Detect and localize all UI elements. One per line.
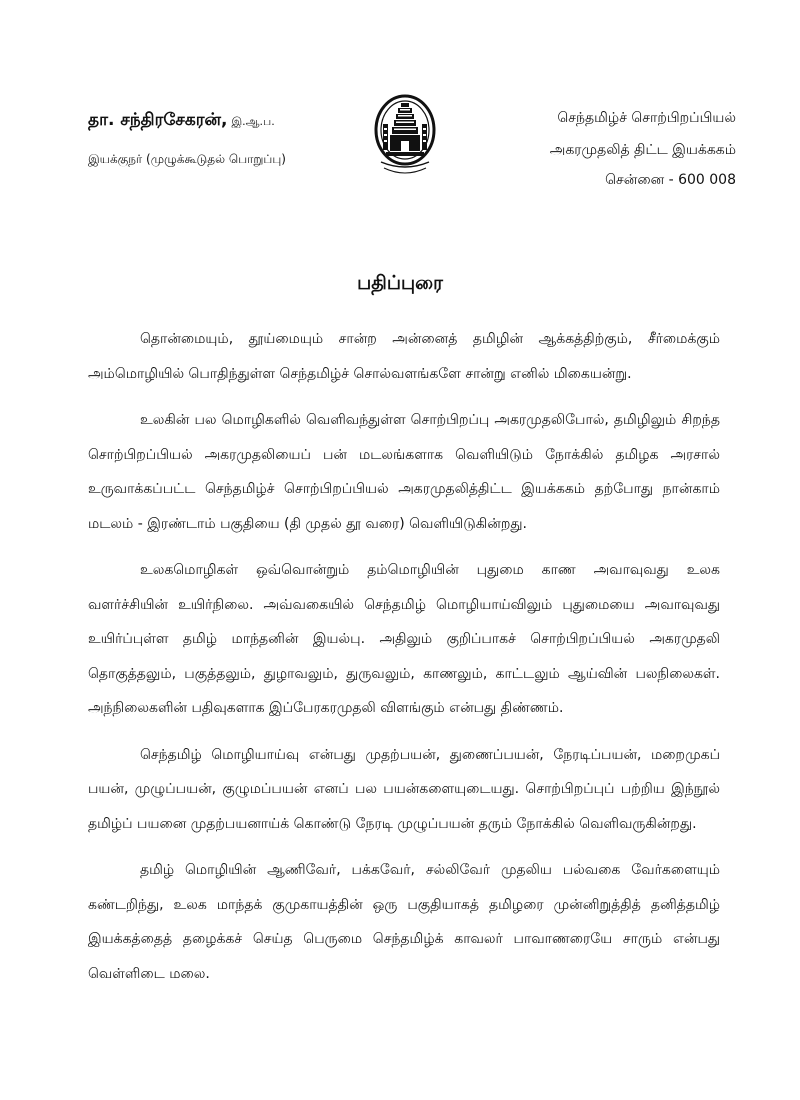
page-title: பதிப்புரை — [357, 272, 443, 294]
document-body — [88, 322, 720, 1003]
paragraph-1: தொன்மையும், தூய்மையும் சான்ற அன்னைத் தமிழின் ஆக்கத்திற்கும், சீர்மைக்கும் அம்மொழியில் பொதிந்துள்ள செந்தமிழ்ச் சொல்வளங்களே சான்று எனில் மிகையன்று. — [88, 331, 720, 382]
sender-role: இயக்குநர் (முழுக்கூடுதல் பொறுப்பு) — [88, 152, 286, 166]
office-line-2: அகரமுதலித் திட்ட இயக்ககம் — [549, 142, 736, 158]
sender-name-line — [88, 108, 388, 134]
paragraph-2: உலகின் பல மொழிகளில் வெளிவந்துள்ள சொற்பிறப்பு அகரமுதலிபோல், தமிழிலும் சிறந்த சொற்பிறப்பியல் அகரமுதலியைப் பன் மடலங்களாக வெளியிடும் நோக்கில் தமிழக அரசால் உருவாக்கப்பட்ட செந்தமிழ்ச் சொற்பிறப்பியல் அகரமுதலித்திட்ட இயக்ககம் தற்போது நான்காம் மடலம் - இரண்டாம் பகுதியை (தி முதல் தூ வரை) வெளியிடுகின்றது. — [88, 412, 720, 532]
sender-block — [88, 108, 388, 168]
sender-degree: இ.ஆ.ப. — [231, 115, 275, 128]
office-line-3: சென்னை - 600 008 — [605, 172, 736, 188]
paragraph-4: செந்தமிழ் மொழியாய்வு என்பது முதற்பயன், துணைப்பயன், நேரடிப்பயன், மறைமுகப் பயன், முழுப்பயன், குழுமப்பயன் எனப் பல பயன்களையுடையது. சொற்பிறப்புப் பற்றிய இந்நூல் தமிழ்ப் பயனை முதற்பயனாய்க் கொண்டு நேரடி முழுப்பயன் தரும் நோக்கில் வெளிவருகின்றது. — [88, 746, 720, 832]
office-line-1: செந்தமிழ்ச் சொற்பிறப்பியல் — [557, 110, 736, 126]
office-address-block — [436, 108, 736, 190]
paragraph-5: தமிழ் மொழியின் ஆணிவேர், பக்கவேர், சல்லிவேர் முதலிய பல்வகை வேர்களையும் கண்டறிந்து, உலக மாந்தக் குமுகாயத்தின் ஒரு பகுதியாகத் தமிழரை முன்னிறுத்தித் தனித்தமிழ் இயக்கத்தைத் தழைக்கச் செய்த பெருமை செந்தமிழ்க் காவலர் பாவாணரையே சாரும் என்பது வெள்ளிடை மலை. — [88, 862, 720, 982]
paragraph-3: உலகமொழிகள் ஒவ்வொன்றும் தம்மொழியின் புதுமை காண அவாவுவது உலக வளர்ச்சியின் உயிர்நிலை. அவ்வகையில் செந்தமிழ் மொழியாய்விலும் புதுமையை அவாவுவது உயிர்ப்புள்ள தமிழ் மாந்தனின் இயல்பு. அதிலும் குறிப்பாகச் சொற்பிறப்பியல் அகரமுதலி தொகுத்தலும், பகுத்தலும், துழாவலும், துருவலும், காணலும், காட்டலும் ஆய்வின் பலநிலைகள். அந்நிலைகளின் பதிவுகளாக இப்பேரகரமுதலி விளங்கும் என்பது திண்ணம். — [88, 562, 720, 716]
sender-name: தா. சந்திரசேகரன், — [88, 110, 228, 130]
tamil-nadu-emblem-icon — [372, 92, 438, 178]
